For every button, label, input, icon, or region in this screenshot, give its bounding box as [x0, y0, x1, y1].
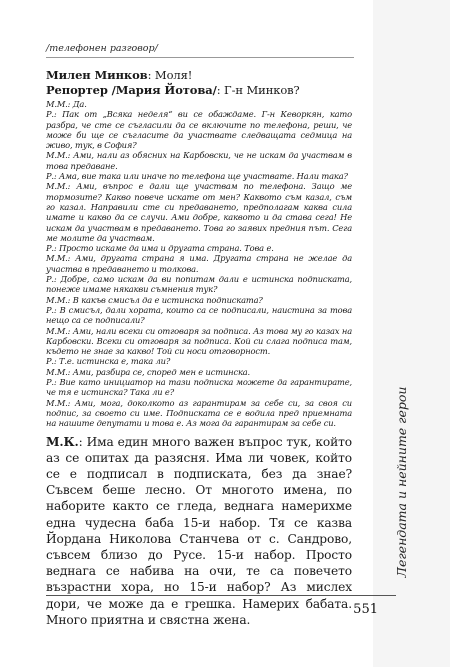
page-content: [46, 68, 352, 628]
phone-transcript: [46, 99, 352, 429]
transcript-line: М.М.: В какъв смисъл да е истинска подписката?: [46, 294, 263, 305]
main-paragraph: [46, 434, 352, 628]
header-note: /телефонен разговор/: [46, 43, 158, 54]
transcript-line: Р.: Т.е. истинска е, така ли?: [46, 356, 171, 367]
transcript-line: М.М.: Ами, въпрос е дали ще участвам по телефона. Защо ме тормозите? Какво повече искате от мен? Каквото съм казал, съм го казал. Направили сте си предаването, предполагам каква сила имате и какво да се случи. Ами добре, каквото и да става сега! Не искам да участвам в предаването. Това го заявих предния път. Сега ме молите да участвам.: [46, 181, 352, 243]
speaker-name: Милен Минков: [46, 68, 148, 82]
side-running-title: Легендата и нейните герои: [394, 386, 409, 578]
transcript-line: Р.: В смисъл, дали хората, които са се подписали, наистина за това нещо са се подписали?: [46, 304, 352, 326]
footer-divider: [46, 595, 396, 596]
speaker-text: : Г-н Минков?: [216, 82, 300, 97]
paragraph-text: : Има един много важен въпрос тук, който аз се опитах да разясня. Има ли човек, който се е подписал в подписката, без да знае? Съвсем беше лесно. От многото имена, по наборите както се гледа, веднага намерихме една чудесна баба 15-и набор. Тя се казва Йордана Николова Станчева от с. Сандрово, съвсем близо до Русе. 15-и набор. Просто веднага се набива на очи, те са повечето възрастни хора, но 15-и набор? Аз мислех дори, че може да е грешка. Намерих бабата. Много приятна и свястна жена.: [46, 434, 352, 627]
speaker-name: М.К.: [46, 434, 79, 449]
speaker-name: Репортер /Мария Йотова/: [46, 82, 217, 97]
page-number: 551: [353, 602, 378, 617]
transcript-line: М.М.: Ами, нали всеки си отговаря за подписа. Аз това му го казах на Карбовски. Всеки си отговаря за подписа. Кой си слага подписа там, където не знае за какво! Той си носи отговорност.: [46, 325, 352, 357]
transcript-line: М.М.: Ами, другата страна я има. Другата страна не желае да участва в предаването и толкова.: [46, 253, 352, 274]
transcript-line: М.М.: Да.: [46, 99, 87, 109]
transcript-line: Р.: Пак от „Всяка неделя“ ви се обаждаме. Г-н Кеворкян, като разбра, че сте се съгласили да се включите по телефона, реши, че може би ще се съгласите да участвате следващата седмица на живо, тук, в София?: [46, 109, 352, 151]
speaker-text: : Моля!: [147, 68, 193, 82]
transcript-line: М.М.: Ами, нали аз обясних на Карбовски, че не искам да участвам в това предаване.: [46, 150, 352, 171]
transcript-line: М.М.: Ами, разбира се, според мен е истинска.: [46, 366, 251, 377]
dialogue-line-1: [46, 68, 352, 83]
header-divider: [46, 57, 354, 58]
dialogue-line-2: [46, 83, 352, 98]
transcript-line: Р.: Вие като инициатор на тази подписка можете да гарантирате, че тя е истинска? Така ли е?: [46, 377, 352, 398]
transcript-line: Р.: Просто искаме да има и другата страна. Това е.: [46, 243, 274, 254]
transcript-line: Р.: Ама, вие така или иначе по телефона ще участвате. Нали така?: [46, 171, 348, 182]
transcript-line: Р.: Добре, само искам да ви попитам дали е истинска подписката, понеже имаме някакви съмнения тук?: [46, 274, 352, 295]
transcript-line: М.М.: Ами, мога, доколкото аз гарантирам за себе си, за своя си подпис, за своето си име. Подписката се е водила пред приемната на нашите депутати и това е. Аз мога да гарантирам за себе си.: [46, 397, 352, 429]
